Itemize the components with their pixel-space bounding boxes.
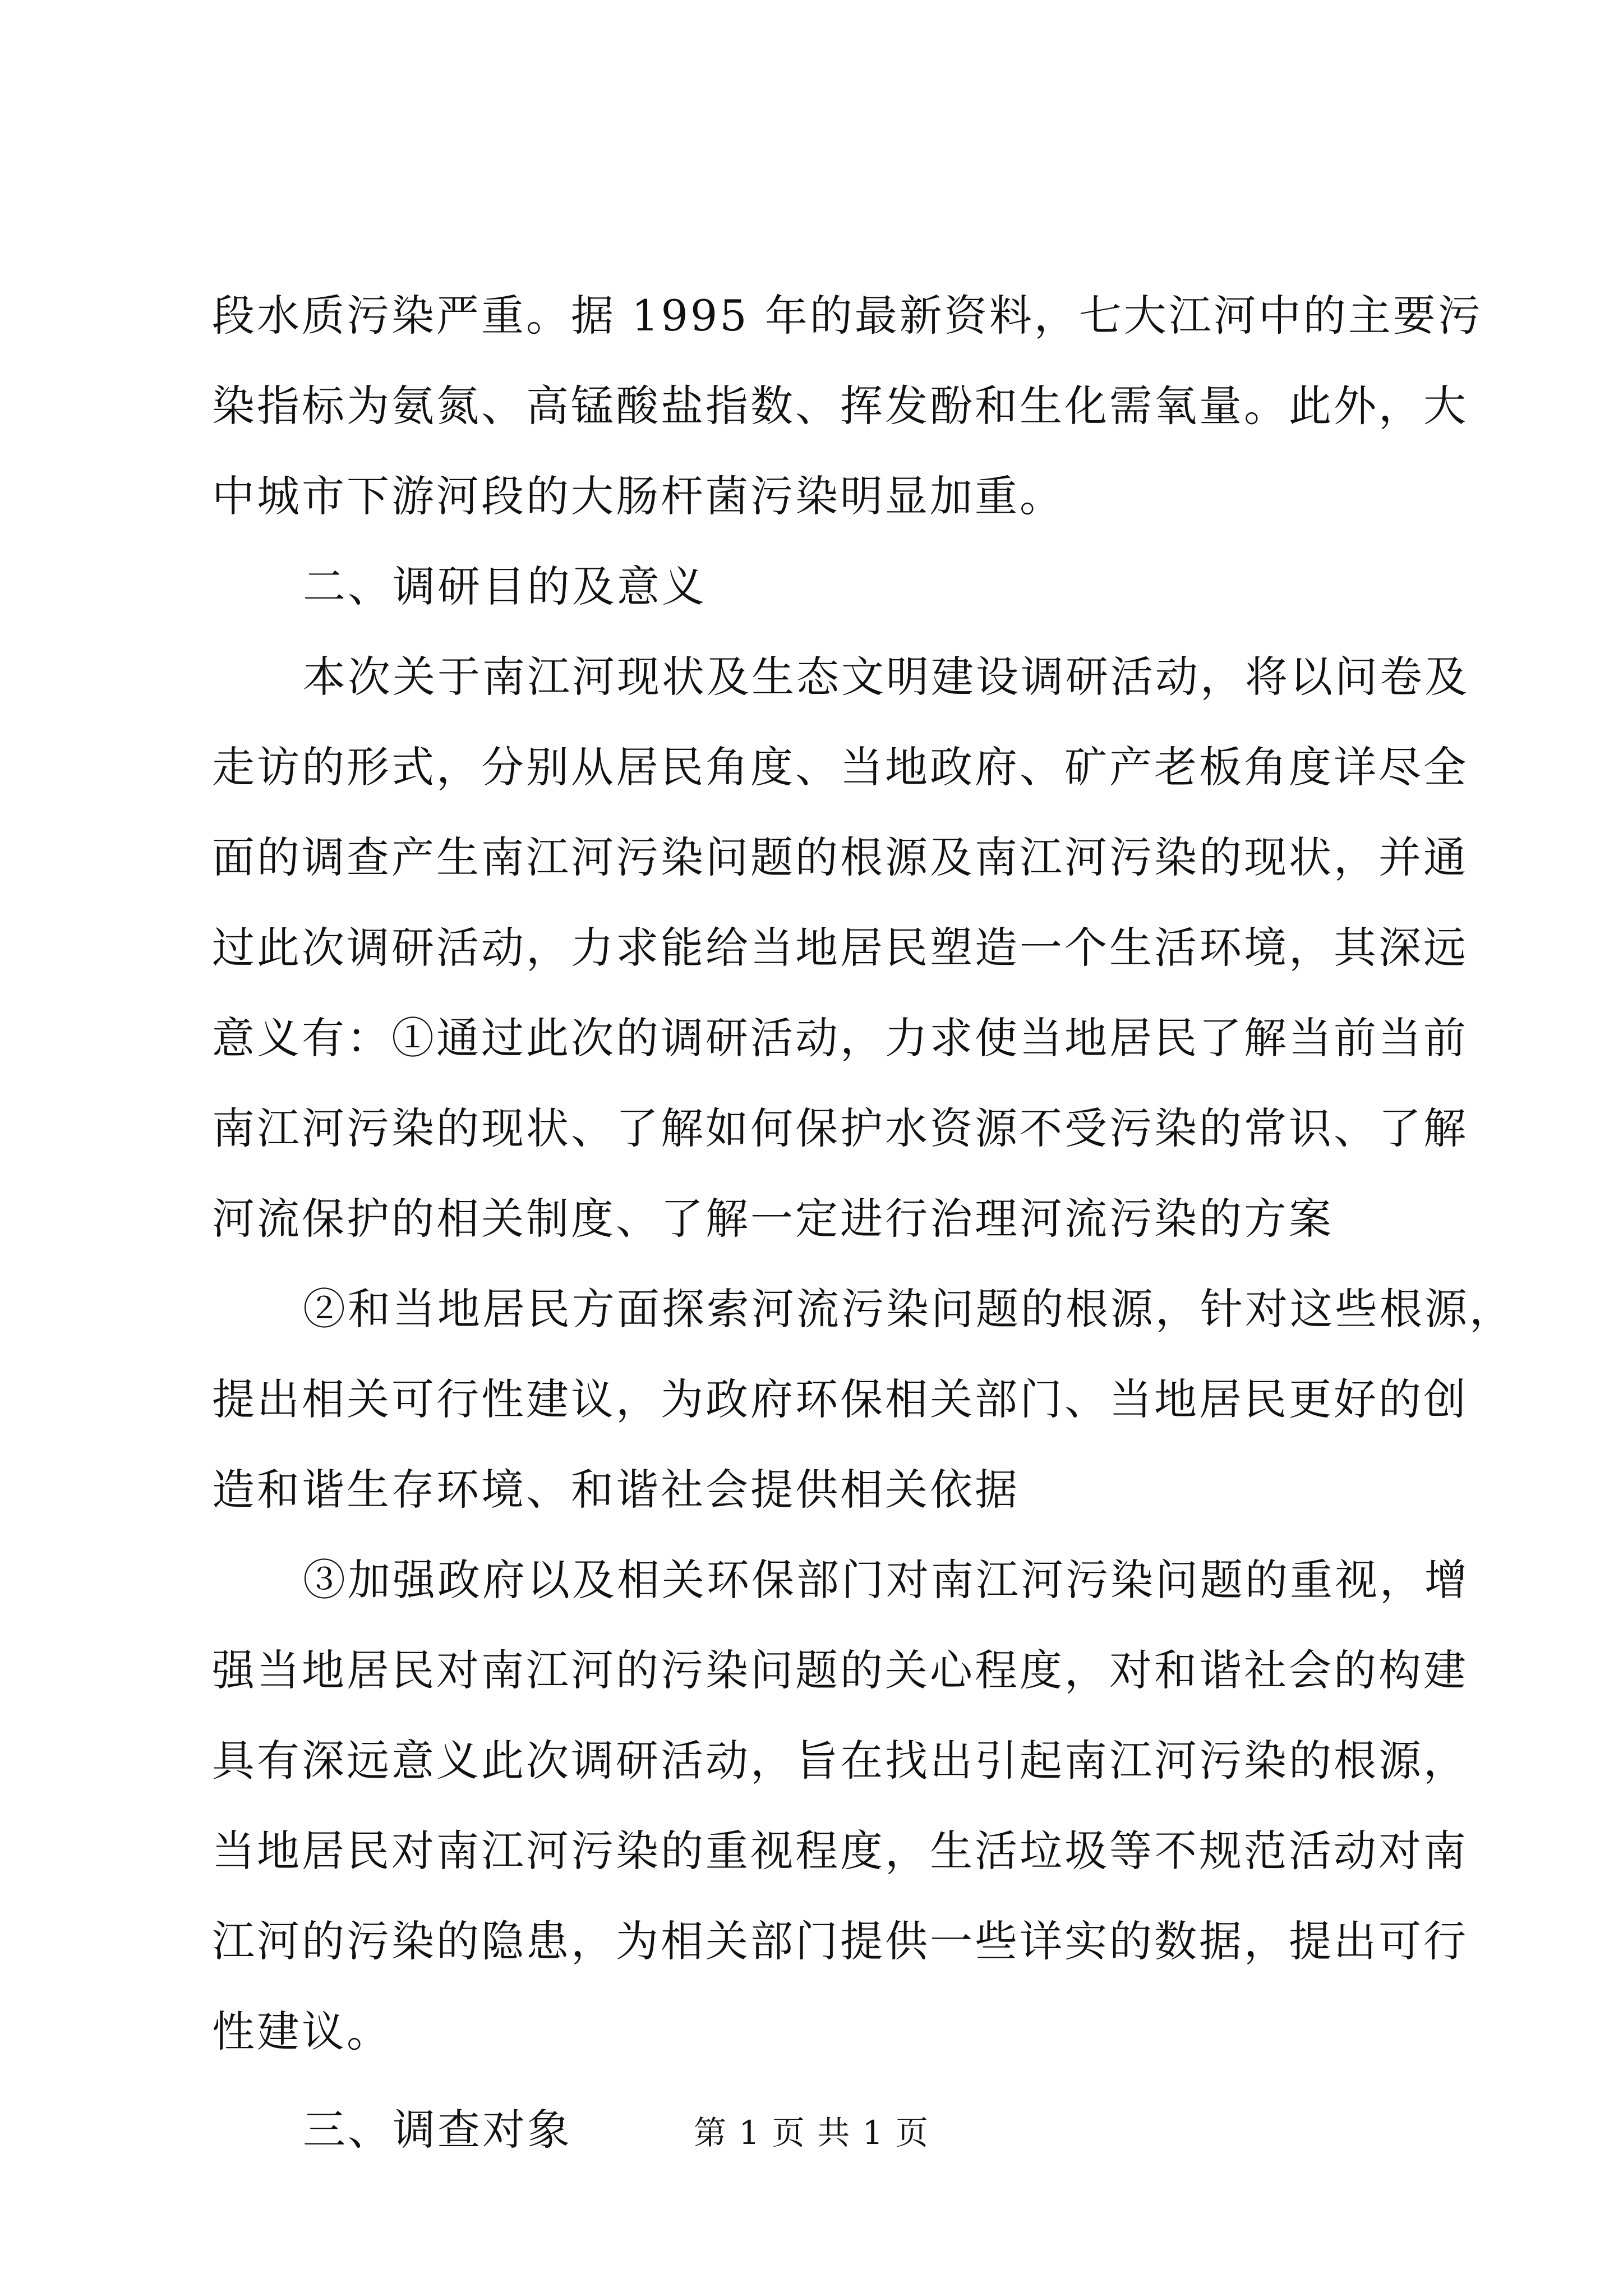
paragraph-line: 染指标为氨氮、高锰酸盐指数、挥发酚和生化需氧量。此外，大 <box>212 381 1468 431</box>
paragraph-line: ③加强政府以及相关环保部门对南江河污染问题的重视，增 <box>303 1555 1469 1605</box>
paragraph-line: 江河的污染的隐患，为相关部门提供一些详实的数据，提出可行 <box>212 1916 1468 1966</box>
paragraph-line: 中城市下游河段的大肠杆菌污染明显加重。 <box>212 471 1064 521</box>
page-footer: 第 1 页 共 1 页 <box>694 2114 929 2152</box>
spacer <box>212 2077 1423 2085</box>
paragraph-line: 性建议。 <box>212 2007 391 2056</box>
section-heading-3: 三、调查对象 <box>303 2105 572 2155</box>
paragraph-line: 南江河污染的现状、了解如何保护水资源不受污染的常识、了解 <box>212 1103 1468 1153</box>
paragraph-line: 河流保护的相关制度、了解一定进行治理河流污染的方案 <box>212 1194 1334 1244</box>
paragraph-line: 具有深远意义此次调研活动，旨在找出引起南江河污染的根源， <box>212 1736 1468 1786</box>
paragraph-line: ②和当地居民方面探索河流污染问题的根源，针对这些根源， <box>303 1284 1514 1334</box>
paragraph-line: 过此次调研活动，力求能给当地居民塑造一个生活环境，其深远 <box>212 923 1468 973</box>
paragraph-line: 走访的形式，分别从居民角度、当地政府、矿产老板角度详尽全 <box>212 742 1468 792</box>
section-heading-2: 二、调研目的及意义 <box>303 562 707 611</box>
paragraph-line: 当地居民对南江河污染的重视程度，生活垃圾等不规范活动对南 <box>212 1826 1468 1876</box>
paragraph-line: 造和谐生存环境、和谐社会提供相关依据 <box>212 1465 1020 1515</box>
paragraph-line: 强当地居民对南江河的污染问题的关心程度，对和谐社会的构建 <box>212 1645 1468 1695</box>
paragraph-line: 本次关于南江河现状及生态文明建设调研活动，将以问卷及 <box>303 652 1469 702</box>
paragraph-line: 面的调查产生南江河污染问题的根源及南江河污染的现状，并通 <box>212 832 1468 882</box>
paragraph-line: 提出相关可行性建议，为政府环保相关部门、当地居民更好的创 <box>212 1374 1468 1424</box>
paragraph-line: 意义有：①通过此次的调研活动，力求使当地居民了解当前当前 <box>212 1013 1468 1063</box>
document-body <box>212 270 1514 2175</box>
paragraph-line: 段水质污染严重。据 1995 年的最新资料，七大江河中的主要污 <box>212 291 1483 341</box>
